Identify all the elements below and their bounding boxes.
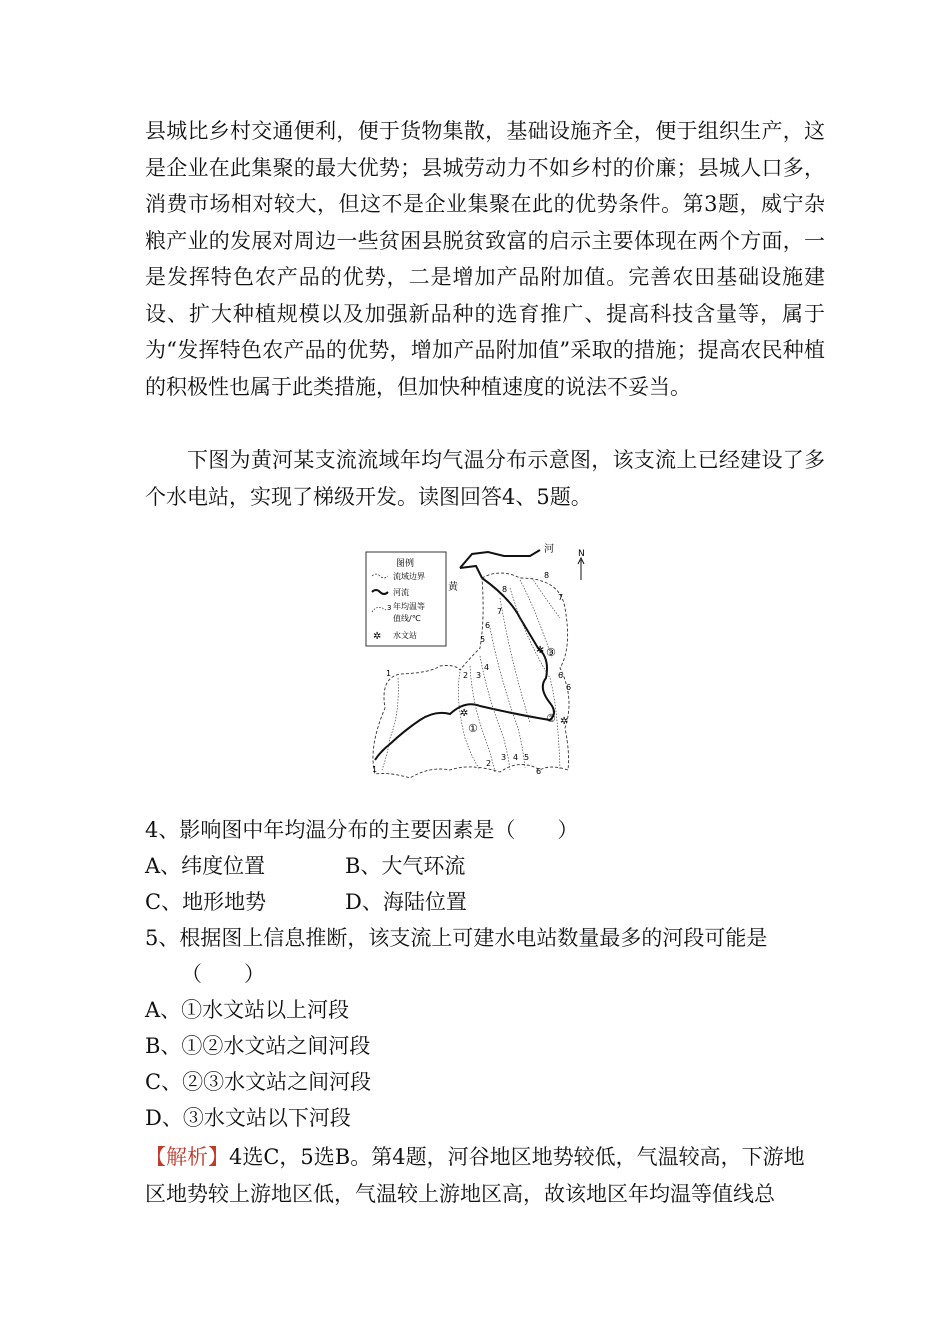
- legend-river-symbol: [372, 590, 388, 594]
- q5-paren: （ ）: [181, 962, 265, 986]
- north-label: N: [578, 549, 585, 559]
- iso-label: 7: [558, 593, 564, 602]
- station-2-label: ②: [546, 712, 556, 725]
- q4-option-b[interactable]: B、大气环流: [345, 854, 466, 878]
- q4-option-d[interactable]: D、海陆位置: [345, 890, 467, 914]
- analysis-line-1: [145, 1139, 805, 1175]
- legend-isotherm-symbol: [372, 607, 386, 612]
- legend-title: 图例: [396, 559, 415, 569]
- river-label-he: 河: [544, 544, 554, 555]
- iso-label: 6: [566, 683, 572, 692]
- station-marker-1: ✲: [460, 708, 469, 719]
- station-1-label: ①: [468, 722, 478, 735]
- q5-option-c[interactable]: C、②③水文站之间河段: [145, 1070, 372, 1094]
- iso-label: 6: [536, 767, 542, 776]
- iso-label: 2: [486, 759, 492, 768]
- iso-label: 1: [386, 669, 392, 678]
- answer-paragraph: 县城比乡村交通便利，便于货物集散，基础设施齐全，便于组织生产，这是企业在此集聚的最大优势；县城劳动力不如乡村的价廉；县城人口多，消费市场相对较大，但这不是企业集聚在此的优势条件。第3题，威宁杂粮产业的发展对周边一些贫困县脱贫致富的启示主要体现在两个方面，一是发挥特色农产品的优势，二是增加产品附加值。完善农田基础设施建设、扩大种植规模以及加强新品种的选育推广、提高科技含量等，属于为“发挥特色农产品的优势，增加产品附加值”采取的措施；提高农民种植的积极性也属于此类措施，但加快种植速度的说法不妥当。: [145, 119, 825, 399]
- yellow-river-line: [460, 550, 540, 568]
- iso-label: 6: [558, 671, 564, 680]
- station-marker-3: ✲: [536, 645, 545, 656]
- river-label-huang: 黄: [448, 582, 458, 593]
- legend-isotherm-label-2: 值线/℃: [393, 614, 421, 623]
- q4-option-c[interactable]: C、地形地势: [145, 890, 267, 914]
- iso-label: 4: [484, 663, 490, 672]
- q5-option-d[interactable]: D、③水文站以下河段: [145, 1106, 351, 1130]
- iso-label: 1: [372, 765, 378, 774]
- station-3-label: ③: [546, 646, 556, 659]
- q4-options-row-2: [145, 884, 467, 920]
- legend-boundary-label: 流域边界: [393, 572, 425, 581]
- temperature-map: [360, 538, 592, 788]
- q5-option-b[interactable]: B、①②水文站之间河段: [145, 1034, 371, 1058]
- analysis-label: 【解析】: [145, 1145, 229, 1169]
- q4-options-row-1: [145, 848, 465, 884]
- q5-stem: 5、根据图上信息推断，该支流上可建水电站数量最多的河段可能是: [145, 926, 768, 950]
- yellow-river-branch: [460, 566, 482, 578]
- iso-label: 8: [544, 571, 550, 580]
- iso-label: 8: [502, 585, 508, 594]
- temperature-map-figure: [360, 538, 592, 788]
- q5-option-a[interactable]: A、①水文站以上河段: [145, 998, 350, 1022]
- iso-label: 2: [463, 671, 469, 680]
- station-marker-2: ✲: [560, 716, 569, 727]
- legend-boundary-symbol: [372, 574, 388, 578]
- iso-label: 5: [524, 753, 530, 762]
- analysis-line-2: 区地势较上游地区低，气温较上游地区高，故该地区年均温等值线总: [145, 1182, 775, 1206]
- q4-option-a[interactable]: A、纬度位置: [145, 854, 266, 878]
- legend-river-label: 河流: [393, 588, 409, 597]
- iso-label: 7: [497, 607, 503, 616]
- iso-label: 6: [485, 621, 491, 630]
- legend-isotherm-number: 3: [387, 604, 392, 612]
- iso-label: 3: [476, 671, 482, 680]
- legend-station-symbol: ✲: [373, 631, 382, 642]
- iso-label: 4: [513, 753, 519, 762]
- iso-label: 3: [501, 753, 507, 762]
- analysis-text-1: 4选C，5选B。第4题，河谷地区地势较低，气温较高，下游地: [229, 1145, 805, 1169]
- iso-label: 5: [480, 635, 486, 644]
- question-intro-paragraph: 下图为黄河某支流流域年均气温分布示意图，该支流上已经建设了多个水电站，实现了梯级开发。读图回答4、5题。: [145, 448, 825, 509]
- q4-stem: 4、影响图中年均温分布的主要因素是（ ）: [145, 818, 579, 842]
- legend-isotherm-label: 年均温等: [393, 602, 425, 611]
- legend-station-label: 水文站: [393, 631, 417, 640]
